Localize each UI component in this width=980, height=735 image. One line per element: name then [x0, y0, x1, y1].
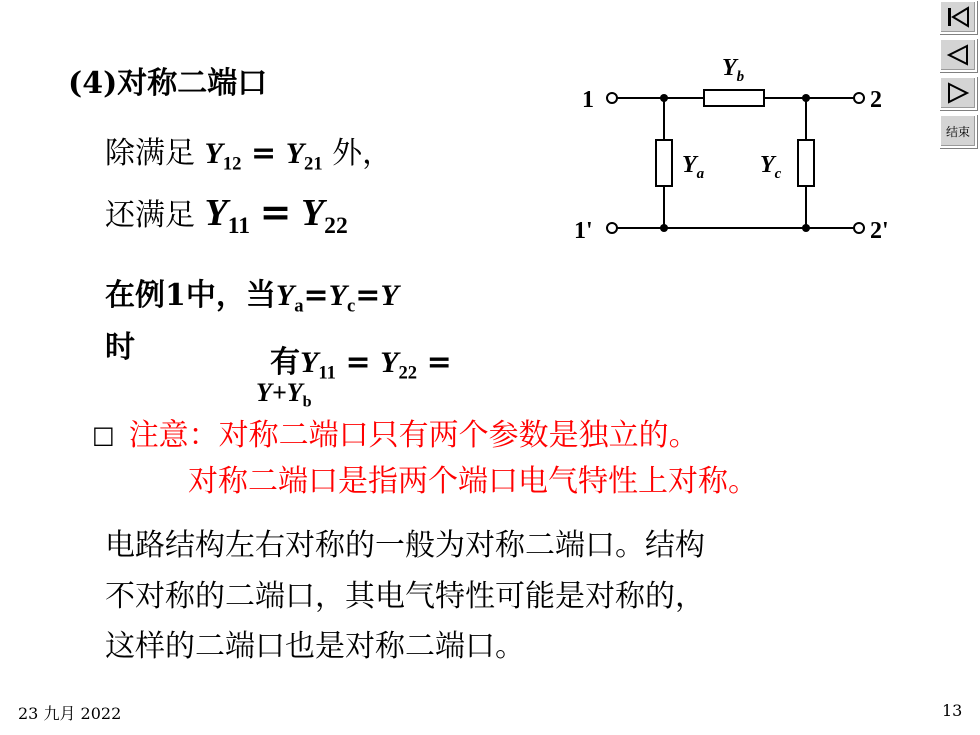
yc-label: $Y_c$ — [760, 152, 782, 182]
body-line-2: 不对称的二端口，其电气特性可能是对称的， — [105, 579, 705, 614]
terminal-2p — [854, 223, 864, 233]
example-line-3: 有$Y_{11} = Y_{22}$ = — [270, 345, 452, 384]
ya-symbol: $Y_a$ — [275, 279, 304, 317]
end-show-button[interactable] — [939, 114, 977, 148]
yc-symbol: $Y_c$ — [328, 279, 356, 317]
junction-dot — [802, 224, 810, 232]
page-title: (4)对称二端口 — [68, 66, 268, 101]
next-arrow-icon — [946, 82, 970, 104]
ya-label: $Y_a$ — [682, 152, 705, 182]
example-line-1: 在例1中，当$Y_a=Y_c=Y$ — [105, 278, 399, 317]
yb-label: $Y_b$ — [722, 55, 745, 85]
yc-resistor — [798, 140, 814, 186]
yb-resistor — [704, 90, 764, 106]
end-show-label: 结束 — [945, 124, 970, 139]
junction-dot — [660, 94, 668, 102]
condition-1-prefix: 除满足 — [105, 136, 205, 171]
bullet-box-icon: □ — [92, 421, 115, 449]
body-line-1: 电路结构左右对称的一般为对称二端口。结构 — [105, 528, 705, 563]
node-label-1: 1 — [582, 87, 594, 113]
ya-resistor — [656, 140, 672, 186]
y-symbol: Y — [380, 279, 399, 312]
node-label-2: 2 — [870, 87, 882, 113]
y22-symbol: $Y_{22}$ — [300, 192, 348, 240]
terminal-1p — [607, 223, 617, 233]
footer-date: 23 九月 2022 — [18, 704, 122, 723]
terminal-2 — [854, 93, 864, 103]
condition-1 — [105, 128, 392, 176]
y11-symbol: $Y_{11}$ — [204, 192, 251, 240]
previous-arrow-icon — [946, 44, 970, 66]
next-slide-button[interactable] — [939, 76, 977, 110]
first-slide-button[interactable] — [939, 0, 977, 34]
y21-symbol: $Y_{21}$ — [285, 137, 323, 175]
body-line-3: 这样的二端口也是对称二端口。 — [105, 629, 525, 664]
example-line-2: 时 — [105, 330, 135, 365]
node-label-2p: 2' — [870, 218, 889, 244]
junction-dot — [660, 224, 668, 232]
condition-2-prefix: 还满足 — [105, 198, 205, 233]
page-number: 13 — [942, 701, 963, 720]
equals-sign: = — [251, 136, 277, 171]
y11-symbol: $Y_{11}$ — [300, 346, 336, 384]
first-slide-icon — [946, 6, 970, 28]
note-line-1: □ 注意：对称二端口只有两个参数是独立的。 — [92, 418, 699, 453]
example-line-4: $Y+Y_b$ — [256, 378, 312, 411]
pi-network-circuit — [570, 50, 915, 250]
slide-nav — [939, 0, 977, 152]
note-line-2: 对称二端口是指两个端口电气特性上对称。 — [188, 464, 758, 499]
previous-slide-button[interactable] — [939, 38, 977, 72]
node-label-1p: 1' — [574, 218, 593, 244]
condition-1-suffix: 外， — [322, 136, 393, 171]
y22-symbol: $Y_{22}$ — [380, 346, 418, 384]
equals-sign: = — [259, 189, 292, 234]
y12-symbol: $Y_{12}$ — [204, 137, 242, 175]
condition-2 — [105, 189, 348, 240]
junction-dot — [802, 94, 810, 102]
terminal-1 — [607, 93, 617, 103]
